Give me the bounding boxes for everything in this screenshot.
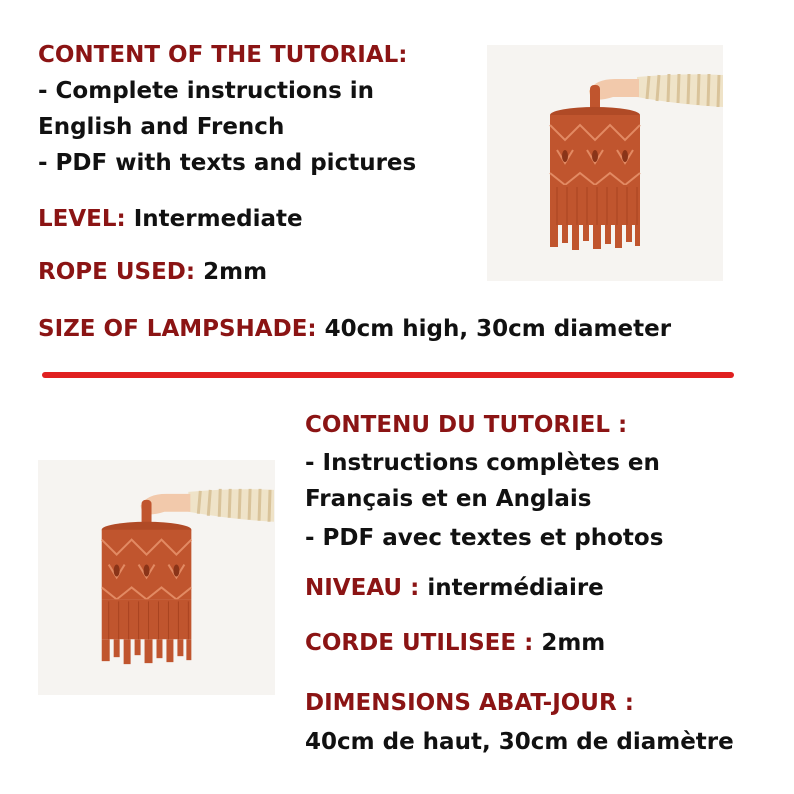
fr-content-heading: CONTENU DU TUTORIEL : [305,412,628,438]
en-size-value: 40cm high, 30cm diameter [324,316,672,342]
en-content-line-1: - Complete instructions in [38,78,375,104]
en-rope-row [38,261,267,284]
lampshade-illustration [487,45,723,281]
fr-size-label: DIMENSIONS ABAT-JOUR : [305,690,634,716]
section-divider [42,372,734,378]
fr-rope-row [305,632,605,655]
fr-size-value: 40cm de haut, 30cm de diamètre [305,729,734,755]
en-level-value: Intermediate [133,206,303,232]
fr-level-row [305,577,604,600]
fr-rope-value: 2mm [541,630,606,656]
en-content-line-2: English and French [38,114,285,140]
fr-content-line-2: Français et en Anglais [305,486,592,512]
en-level-label: LEVEL: [38,206,126,232]
fr-content-line-1: - Instructions complètes en [305,450,660,476]
fr-level-value: intermédiaire [427,575,604,601]
en-size-label: SIZE OF LAMPSHADE: [38,316,317,342]
lampshade-illustration [38,460,275,695]
en-level-row [38,208,303,231]
en-content-line-3: - PDF with texts and pictures [38,150,417,176]
en-rope-value: 2mm [203,259,268,285]
lampshade-photo-bottom [38,460,275,695]
fr-level-label: NIVEAU : [305,575,420,601]
lampshade-photo-top [487,45,723,281]
fr-content-line-3: - PDF avec textes et photos [305,525,664,551]
fr-rope-label: CORDE UTILISEE : [305,630,534,656]
en-size-row [38,318,671,341]
en-content-heading: CONTENT OF THE TUTORIAL: [38,42,408,68]
en-rope-label: ROPE USED: [38,259,196,285]
